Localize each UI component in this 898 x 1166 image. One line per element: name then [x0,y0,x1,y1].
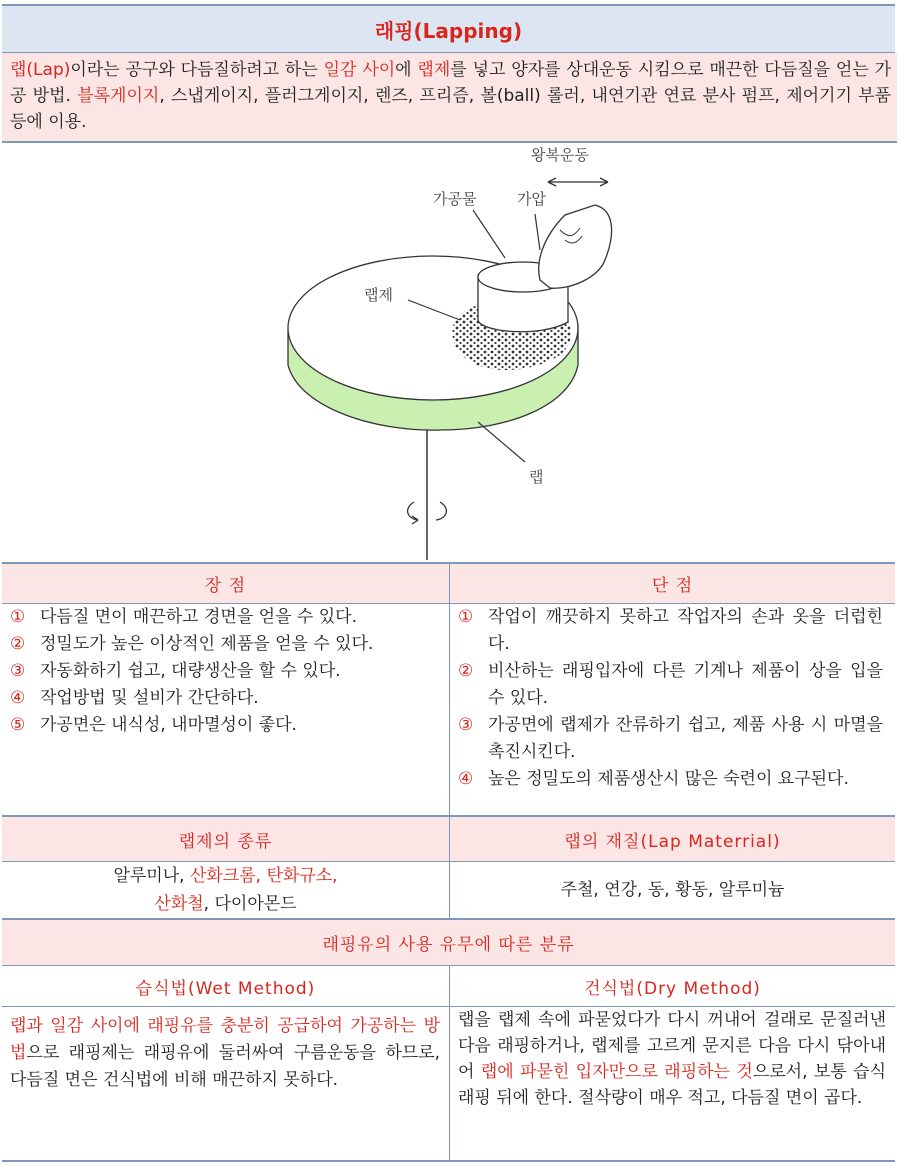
pros-item [10,685,425,712]
intro-text-4: , 스냅게이지, 플러그게이지, 렌즈, 프리즘, 볼(ball) 롤러, 내연기관 연료 분사 펌프, 제어기기 부품 등에 이용. [10,86,891,132]
cons-num: ③ [458,715,474,735]
label-pressure: 가압 [517,190,546,208]
cons-num: ② [458,661,474,681]
term-compound: 랩제 [417,60,451,80]
lap-material-list: 주철, 연강, 동, 황동, 알루미늄 [560,879,785,900]
dry-method-definition: 랩에 파묻힌 입자만으로 래핑하는 것 [480,1062,753,1082]
cons-item [458,658,883,712]
term-workpiece-gap: 일감 사이 [323,60,396,80]
compound-iron-oxide: 산화철 [154,894,204,914]
rotation-arrowhead-icon [412,516,418,524]
pros-num: ④ [10,688,26,708]
pros-text: 자동화하기 쉽고, 대량생산을 할 수 있다. [40,661,341,681]
label-reciprocating: 왕복운동 [531,146,589,164]
pros-num: ① [10,607,26,627]
pros-text: 가공면은 내식성, 내마멸성이 좋다. [40,715,297,735]
compound-alumina: 알루미나, [113,866,190,886]
title-bar [2,4,895,54]
lapping-diagram [0,140,898,560]
cons-list [458,604,883,793]
dry-method-text [458,1007,886,1111]
leader-lap [478,422,525,462]
leader-workpiece [473,210,505,258]
pros-text: 정밀도가 높은 이상적인 제품을 얻을 수 있다. [40,634,374,654]
pros-item [10,604,425,631]
cons-num: ① [458,607,474,627]
compound-types-header: 랩제의 종류 [2,817,449,861]
dry-method-detail-1: 랩을 랩제 속에 파묻었다가 다시 꺼내어 걸래로 문질러낸 다음 래핑하거나, 랩제를 고르게 문지른 다음 다시 닦아내어 [458,1010,886,1082]
term-lap: 랩(Lap) [10,60,71,80]
pros-text: 다듬질 면이 매끈하고 경면을 얻을 수 있다. [40,607,358,627]
label-workpiece: 가공물 [433,190,477,208]
cons-item [458,604,883,658]
pros-item [10,658,425,685]
dry-method-detail-2: 으로서, 보통 습식래핑 뒤에 한다. 절삭량이 매우 적고, 다듬질 면이 곱다. [458,1062,887,1108]
compound-types-cell [2,862,449,918]
intro-text-3: 를 넣고 양자를 상대운동 시킴으로 매끈한 다듬질을 얻는 가공 방법. [10,60,892,106]
term-block-gauge: 블록게이지 [77,86,160,106]
cons-item [458,766,883,793]
pros-num: ③ [10,661,26,681]
page-title: 래핑(Lapping) [374,18,523,43]
pros-header: 장 점 [2,564,449,603]
lap-material-cell [450,862,895,918]
intro-text-1: 이라는 공구와 다듬질하려고 하는 [70,60,324,80]
wet-method-detail: 으로 래핑제는 래핑유에 둘러싸여 구름운동을 하므로, 다듬질 면은 건식법에 비해 매끈하지 못하다. [10,1043,440,1090]
cons-text: 높은 정밀도의 제품생산시 많은 숙련이 요구된다. [488,769,849,789]
pros-item [10,631,425,658]
wet-method-text [10,1013,440,1094]
leader-pressure [535,214,540,250]
intro-paragraph [2,53,897,143]
cons-text: 비산하는 래핑입자에 다른 기계나 제품이 상을 입을 수 있다. [488,661,883,708]
cons-item [458,712,883,766]
finger-icon [539,205,612,288]
intro-text-2: 에 [395,60,418,80]
cons-num: ④ [458,769,474,789]
compound-diamond: , 다이아몬드 [203,894,297,914]
lap-material-header: 랩의 재질(Lap Materrial) [450,817,895,861]
pros-item [10,712,425,739]
lapping-oil-header: 래핑유의 사용 유무에 따른 분류 [2,920,895,965]
cons-header: 단 점 [450,564,895,603]
pros-list [10,604,425,739]
wet-method-header: 습식법(Wet Method) [2,966,449,1006]
wet-method-definition: 랩과 일감 사이에 래핑유를 충분히 공급하여 가공하는 방법 [10,1016,440,1063]
pros-text: 작업방법 및 설비가 간단하다. [40,688,259,708]
label-lap: 랩 [529,468,544,486]
compound-chrome-sic: 산화크롬, 탄화규소, [189,866,338,886]
pros-num: ② [10,634,26,654]
label-compound: 랩제 [364,286,393,304]
pros-num: ⑤ [10,715,26,735]
cons-text: 작업이 깨끗하지 못하고 작업자의 손과 옷을 더럽힌다. [488,607,883,654]
cons-text: 가공면에 랩제가 잔류하기 쉽고, 제품 사용 시 마멸을 촉진시킨다. [488,715,883,762]
dry-method-header: 건식법(Dry Method) [450,966,895,1006]
